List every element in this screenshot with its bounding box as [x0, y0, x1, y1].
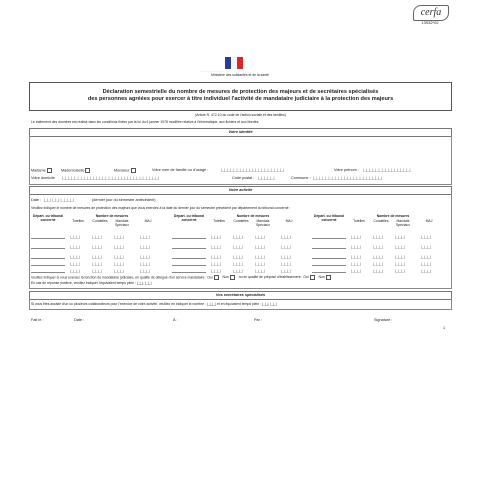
measure-count-input[interactable]: |_|_|_| [421, 269, 431, 273]
ministry-name: Ministère des solidarités et de la santé [211, 73, 269, 77]
cerfa-number: 13932*02 [421, 20, 439, 25]
measure-count-input[interactable]: |_|_|_| [351, 255, 361, 259]
fait-le-label: Fait le : [31, 318, 44, 322]
cp-input[interactable]: |_|_|_|_|_| [258, 176, 275, 180]
col-header-curatelles: Curatelles [373, 219, 389, 223]
col-header-depart: Départ. ou tribunal concerné [32, 214, 64, 222]
col-header-maj: MAJ [425, 219, 433, 223]
delegate-question: Veuillez indiquer si vous exercez la fonction de mandataire judiciaire, en qualité de délégué d'un service mandataire : Oui Non ou en qualité de préposé d'établissement : Oui Non [31, 275, 331, 280]
form-title-line1: Déclaration semestrielle du nombre de mesures de protection des majeurs et de secrétaires spécialisés [102, 89, 379, 95]
measure-count-input[interactable]: |_|_|_| [233, 255, 243, 259]
depart-input[interactable] [31, 248, 65, 249]
measure-count-input[interactable]: |_|_|_| [255, 245, 265, 249]
depart-input[interactable] [31, 258, 65, 259]
measure-count-input[interactable]: |_|_|_| [211, 262, 221, 266]
measure-count-input[interactable]: |_|_|_| [92, 245, 102, 249]
depart-input[interactable] [172, 248, 206, 249]
legal-reference: (Article R. 472-10 du code de l'action sociale et des familles) [195, 113, 286, 117]
date-hint: (dernier jour du semestre antécédent) [92, 198, 156, 202]
measure-count-input[interactable]: |_|_|_| [373, 245, 383, 249]
page-number: 1 [443, 326, 446, 330]
measure-count-input[interactable]: |_|_|_| [255, 255, 265, 259]
section-identity-title: Votre identité [29, 128, 452, 137]
depart-input[interactable] [312, 258, 346, 259]
measure-count-input[interactable]: |_|_|_| [233, 262, 243, 266]
madame-label: Madame [31, 168, 52, 173]
measure-count-input[interactable]: |_|_|_| [140, 262, 150, 266]
prepose-yes-checkbox[interactable] [310, 275, 315, 280]
measure-count-input[interactable]: |_|_|_| [233, 235, 243, 239]
marianne-flag-icon [225, 57, 243, 69]
signature-label: Signature : [374, 318, 393, 322]
form-title-box [29, 82, 452, 111]
measure-count-input[interactable]: |_|_|_| [114, 262, 124, 266]
depart-input[interactable] [312, 265, 346, 266]
measure-count-input[interactable]: |_|_|_| [70, 262, 80, 266]
measure-count-input[interactable]: |_|_|_| [233, 269, 243, 273]
depart-input[interactable] [172, 265, 206, 266]
measure-count-input[interactable]: |_|_|_| [255, 269, 265, 273]
measure-count-input[interactable]: |_|_|_| [255, 262, 265, 266]
col-header-nombre: Nombre de mesures [95, 214, 129, 218]
depart-input[interactable] [172, 258, 206, 259]
measure-count-input[interactable]: |_|_|_| [351, 245, 361, 249]
col-header-tutelles: Tutelles [72, 219, 84, 223]
measure-count-input[interactable]: |_|_|_| [281, 245, 291, 249]
measure-count-input[interactable]: |_|_|_| [92, 235, 102, 239]
madame-checkbox[interactable] [47, 168, 52, 173]
depart-input[interactable] [172, 238, 206, 239]
section-activity-title: Votre activité [29, 186, 452, 195]
col-header-tutelles: Tutelles [353, 219, 365, 223]
section-secretaries-title: Vos secrétaires spécialisés [29, 291, 452, 300]
nom-input[interactable]: |_|_|_|_|_|_|_|_|_|_|_|_|_|_|_|_|_|_|_|_| [221, 168, 284, 172]
col-header-nombre: Nombre de mesures [376, 214, 410, 218]
measure-count-input[interactable]: |_|_|_| [421, 245, 431, 249]
col-header-depart: Départ. ou tribunal concerné [173, 214, 205, 222]
par-label: Par : [254, 318, 263, 322]
measure-count-input[interactable]: |_|_|_| [351, 262, 361, 266]
delegate-yes-checkbox[interactable] [214, 275, 219, 280]
date-footer-label: Date : [74, 318, 85, 322]
cerfa-logo: cerfa [413, 5, 449, 21]
measure-count-input[interactable]: |_|_|_| [140, 255, 150, 259]
measure-count-input[interactable]: |_|_|_| [140, 269, 150, 273]
prenom-label: Votre prénom : [334, 168, 359, 172]
measure-count-input[interactable]: |_|_|_| [211, 255, 221, 259]
measure-count-input[interactable]: |_|_|_| [70, 235, 80, 239]
col-header-nombre: Nombre de mesures [236, 214, 270, 218]
a-label: À : [173, 318, 178, 322]
measure-count-input[interactable]: |_|_|_| [92, 262, 102, 266]
date-input[interactable]: |_|_| |_|_| |_|_|_|_| [44, 198, 74, 202]
form-title-line2: des personnes agréées pour exercer à titre individuel l'activité de mandataire judiciaire à la protection des majeurs [87, 95, 394, 102]
measure-count-input[interactable]: |_|_|_| [351, 269, 361, 273]
measure-count-input[interactable]: |_|_|_| [233, 245, 243, 249]
measure-count-input[interactable]: |_|_|_| [211, 235, 221, 239]
measure-count-input[interactable]: |_|_|_| [373, 269, 383, 273]
date-label: Date : [31, 198, 42, 202]
measure-count-input[interactable]: |_|_|_| [92, 255, 102, 259]
legal-note: Le traitement des données est réalisé dans les conditions fixées par la loi du 6 janvier 1978 modifiée relative à l'informatique, aux fichiers et aux libertés. [31, 120, 260, 124]
measure-count-input[interactable]: |_|_|_| [351, 235, 361, 239]
measure-count-input[interactable]: |_|_|_| [395, 255, 405, 259]
col-header-tutelles: Tutelles [213, 219, 225, 223]
cp-label: Code postal : [232, 176, 255, 180]
col-header-mandats: Mandats Spéciaux [256, 219, 270, 227]
measure-count-input[interactable]: |_|_|_| [70, 269, 80, 273]
depart-input[interactable] [312, 272, 346, 273]
republic-motto: ———————————— [200, 71, 224, 73]
depart-input[interactable] [312, 248, 346, 249]
measure-count-input[interactable]: |_|_|_| [140, 235, 150, 239]
mademoiselle-checkbox[interactable] [85, 168, 90, 173]
measure-count-input[interactable]: |_|_|_| [421, 255, 431, 259]
monsieur-label: Monsieur [114, 168, 136, 173]
measure-count-input[interactable]: |_|_|_| [281, 255, 291, 259]
mademoiselle-label: Mademoiselle [61, 168, 90, 173]
col-header-mandats: Mandats Spéciaux [396, 219, 410, 227]
delegate-no-checkbox[interactable] [230, 275, 235, 280]
domicile-input[interactable]: |_|_|_|_|_|_|_|_|_|_|_|_|_|_|_|_|_|_|_|_|_|_|_|_|_|_|_|_|_|_|_| [62, 176, 160, 180]
measure-count-input[interactable]: |_|_|_| [421, 262, 431, 266]
measure-count-input[interactable]: |_|_|_| [211, 245, 221, 249]
prepose-no-checkbox[interactable] [326, 275, 331, 280]
depart-input[interactable] [172, 272, 206, 273]
etp-question[interactable]: En cas de réponse positive, veuillez indiquer l'équivalent temps plein : |_|_|, |_|_| [31, 281, 152, 285]
measure-count-input[interactable]: |_|_|_| [255, 235, 265, 239]
measure-count-input[interactable]: |_|_|_| [421, 235, 431, 239]
col-header-mandats: Mandats Spéciaux [115, 219, 129, 227]
measure-count-input[interactable]: |_|_|_| [395, 245, 405, 249]
col-header-maj: MAJ [144, 219, 152, 223]
measure-count-input[interactable]: |_|_|_| [114, 235, 124, 239]
col-header-curatelles: Curatelles [92, 219, 108, 223]
depart-input[interactable] [31, 272, 65, 273]
domicile-label: Votre domicile [31, 176, 55, 180]
measure-count-input[interactable]: |_|_|_| [373, 262, 383, 266]
measure-count-input[interactable]: |_|_|_| [211, 269, 221, 273]
prenom-input[interactable]: |_|_|_|_|_|_|_|_|_|_|_|_|_|_|_| [363, 168, 411, 172]
measure-count-input[interactable]: |_|_|_| [395, 262, 405, 266]
measure-count-input[interactable]: |_|_|_| [92, 269, 102, 273]
measure-count-input[interactable]: |_|_|_| [114, 255, 124, 259]
secretaries-question[interactable]: Si vous êtes assisté d'un ou plusieurs collaborateurs pour l'exercice de votre activité, veuillez en indiquer le nombre : |_|_|_| et en équivalent temps plein : |_|_|, |_|_| [31, 302, 277, 306]
commune-input[interactable]: |_|_|_|_|_|_|_|_|_|_|_|_|_|_|_|_|_|_|_|_|_|_| [313, 176, 383, 180]
measure-count-input[interactable]: |_|_|_| [395, 235, 405, 239]
col-header-maj: MAJ [285, 219, 293, 223]
measure-count-input[interactable]: |_|_|_| [281, 269, 291, 273]
measure-count-input[interactable]: |_|_|_| [114, 245, 124, 249]
monsieur-checkbox[interactable] [131, 168, 136, 173]
measure-count-input[interactable]: |_|_|_| [70, 245, 80, 249]
measure-count-input[interactable]: |_|_|_| [373, 255, 383, 259]
col-header-depart: Départ. ou tribunal concerné [313, 214, 345, 222]
measure-count-input[interactable]: |_|_|_| [114, 269, 124, 273]
activity-instruction: Veuillez indiquer le nombre de mesures de protection des majeurs que vous exerciez à la date du dernier jour du semestre précédent par département du tribunal concerné : [31, 206, 291, 210]
measure-count-input[interactable]: |_|_|_| [70, 255, 80, 259]
measure-count-input[interactable]: |_|_|_| [140, 245, 150, 249]
measure-count-input[interactable]: |_|_|_| [281, 235, 291, 239]
depart-input[interactable] [31, 265, 65, 266]
col-header-curatelles: Curatelles [233, 219, 249, 223]
depart-input[interactable] [31, 238, 65, 239]
commune-label: Commune : [291, 176, 311, 180]
measure-count-input[interactable]: |_|_|_| [395, 269, 405, 273]
measure-count-input[interactable]: |_|_|_| [281, 262, 291, 266]
measure-count-input[interactable]: |_|_|_| [373, 235, 383, 239]
nom-label: Votre nom de famille ou d'usage : [152, 168, 209, 172]
depart-input[interactable] [312, 238, 346, 239]
